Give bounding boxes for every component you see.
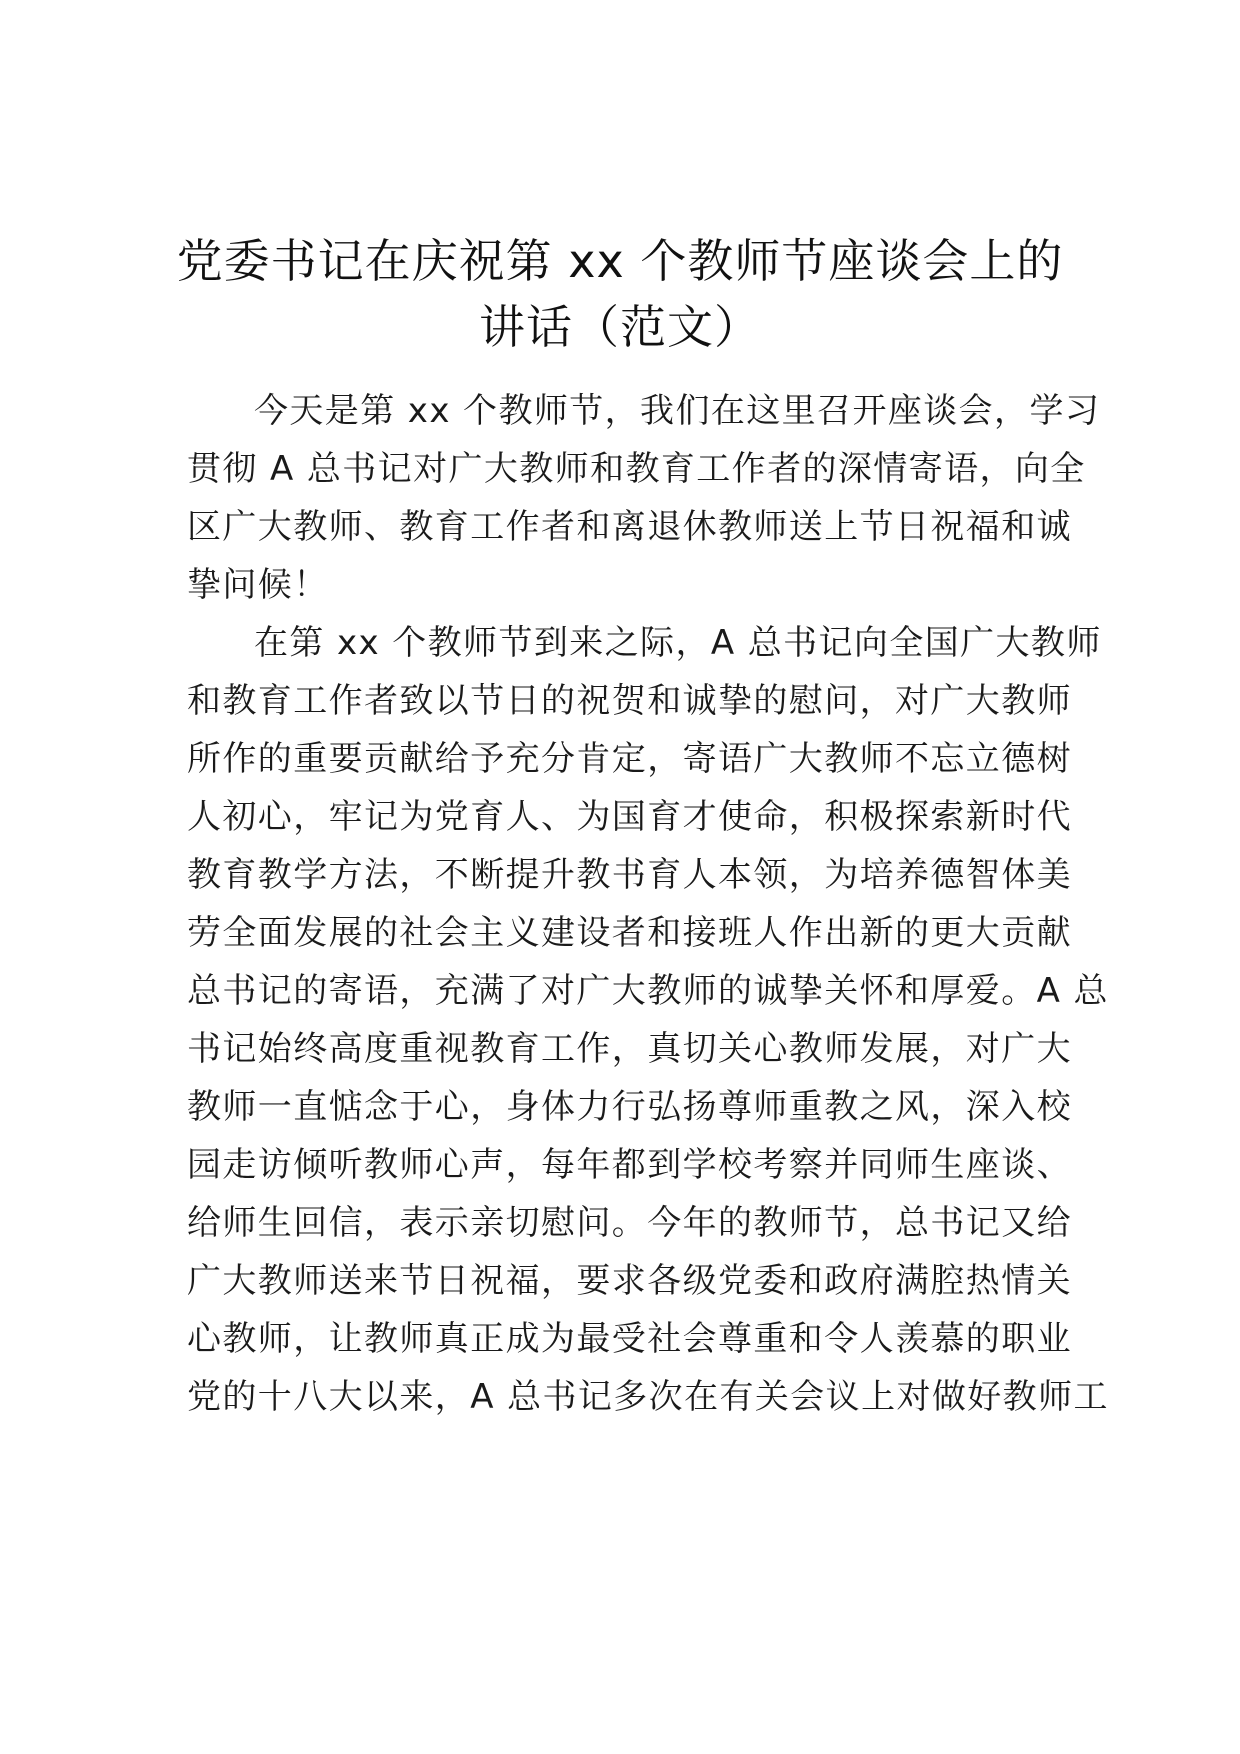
paragraph-line: 所作的重要贡献给予充分肯定，寄语广大教师不忘立德树 [187,739,1072,779]
paragraph-line: 总书记的寄语，充满了对广大教师的诚挚关怀和厚爱。A 总 [187,971,1109,1011]
document-title-line-1: 党委书记在庆祝第 xx 个教师节座谈会上的 [176,234,1064,288]
paragraph-line: 人初心，牢记为党育人、为国育才使命，积极探索新时代 [187,797,1072,837]
paragraph-line: 给师生回信，表示亲切慰问。今年的教师节，总书记又给 [187,1203,1072,1243]
paragraph-line: 教育教学方法，不断提升教书育人本领，为培养德智体美 [187,855,1072,895]
paragraph-line: 书记始终高度重视教育工作，真切关心教师发展，对广大 [187,1029,1072,1069]
paragraph-line: 在第 xx 个教师节到来之际，A 总书记向全国广大教师 [254,623,1102,663]
paragraph-line: 今天是第 xx 个教师节，我们在这里召开座谈会，学习 [254,391,1101,431]
paragraph-line: 挚问候！ [187,565,329,605]
paragraph-line: 广大教师送来节日祝福，要求各级党委和政府满腔热情关 [187,1261,1072,1301]
document-title-line-2: 讲话（范文） [479,300,761,354]
paragraph-line: 心教师，让教师真正成为最受社会尊重和令人羡慕的职业 [187,1319,1072,1359]
paragraph-line: 贯彻 A 总书记对广大教师和教育工作者的深情寄语，向全 [187,449,1086,489]
paragraph-line: 教师一直惦念于心，身体力行弘扬尊师重教之风，深入校 [187,1087,1072,1127]
paragraph-line: 党的十八大以来，A 总书记多次在有关会议上对做好教师工 [187,1377,1109,1417]
paragraph-line: 和教育工作者致以节日的祝贺和诚挚的慰问，对广大教师 [187,681,1072,721]
paragraph-line: 劳全面发展的社会主义建设者和接班人作出新的更大贡献 [187,913,1072,953]
paragraph-line: 区广大教师、教育工作者和离退休教师送上节日祝福和诚 [187,507,1072,547]
paragraph-line: 园走访倾听教师心声，每年都到学校考察并同师生座谈、 [187,1145,1072,1185]
